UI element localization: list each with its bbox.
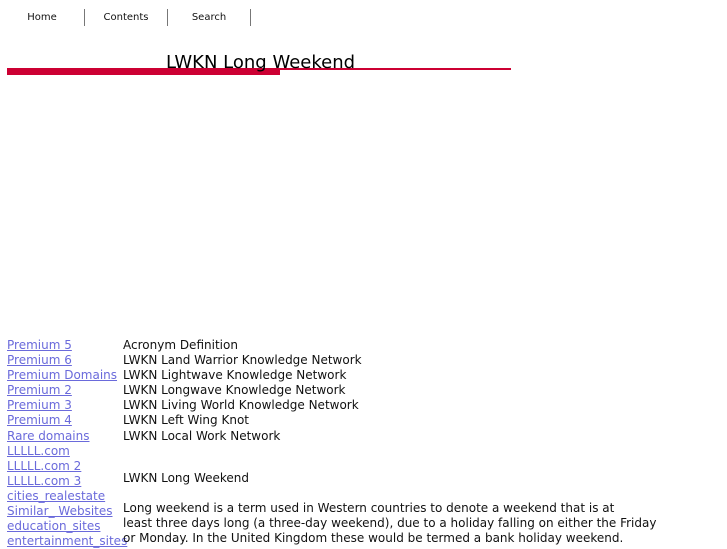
top-navigation [0,8,251,26]
page-title: LWKN Long Weekend [166,52,356,73]
sidebar-link-premium-5[interactable]: Premium 5 [7,338,72,352]
page-header [7,52,511,77]
sidebar-link-education-sites[interactable]: education_sites [7,519,101,534]
sidebar-link-rare-domains[interactable]: Rare domains [7,428,90,443]
definition-row: LWKN Left Wing Knot [123,413,249,428]
sidebar-link-lllll-com[interactable]: LLLLL.com [7,443,70,458]
paragraph-line: Long weekend is a term used in Western countries to denote a weekend that is at [123,500,615,515]
sidebar-link-similar-websites[interactable]: Similar_ Websites [7,504,113,519]
sidebar-link-cities-realestate[interactable]: cities_realestate [7,488,106,503]
nav-search-link[interactable]: Search [191,11,227,23]
paragraph-line: least three days long (a three-day weekend), due to a holiday falling on either the Friday [123,515,657,530]
definition-row: LWKN Lightwave Knowledge Network [123,368,347,383]
main-content [123,338,657,546]
nav-home-link[interactable]: Home [27,11,57,23]
sidebar-link-entertainment-sites[interactable]: entertainment_sites [7,534,128,549]
sidebar-link-lllll-com-3[interactable]: LLLLL.com 3 [7,473,82,488]
sidebar-links [7,338,127,549]
definition-row: LWKN Living World Knowledge Network [123,398,359,413]
definition-header: Acronym Definition [123,338,238,352]
spacer [123,486,633,501]
sidebar-link-lllll-com-2[interactable]: LLLLL.com 2 [7,458,82,473]
sidebar-link-premium-6[interactable]: Premium 6 [7,353,72,368]
sidebar-link-premium-4[interactable]: Premium 4 [7,413,72,428]
sidebar-link-premium-2[interactable]: Premium 2 [7,383,72,398]
nav-separator [250,9,251,26]
nav-contents-link[interactable]: Contents [103,11,149,23]
sidebar-link-premium-domains[interactable]: Premium Domains [7,368,118,383]
sidebar-link-premium-3[interactable]: Premium 3 [7,398,72,413]
subheading: LWKN Long Weekend [123,470,250,485]
definition-row: LWKN Local Work Network [123,428,281,443]
definition-row: LWKN Longwave Knowledge Network [123,383,346,398]
definition-row: LWKN Land Warrior Knowledge Network [123,353,362,368]
paragraph-line: or Monday. In the United Kingdom these would be termed a bank holiday weekend. [123,530,624,545]
spacer [123,444,633,471]
